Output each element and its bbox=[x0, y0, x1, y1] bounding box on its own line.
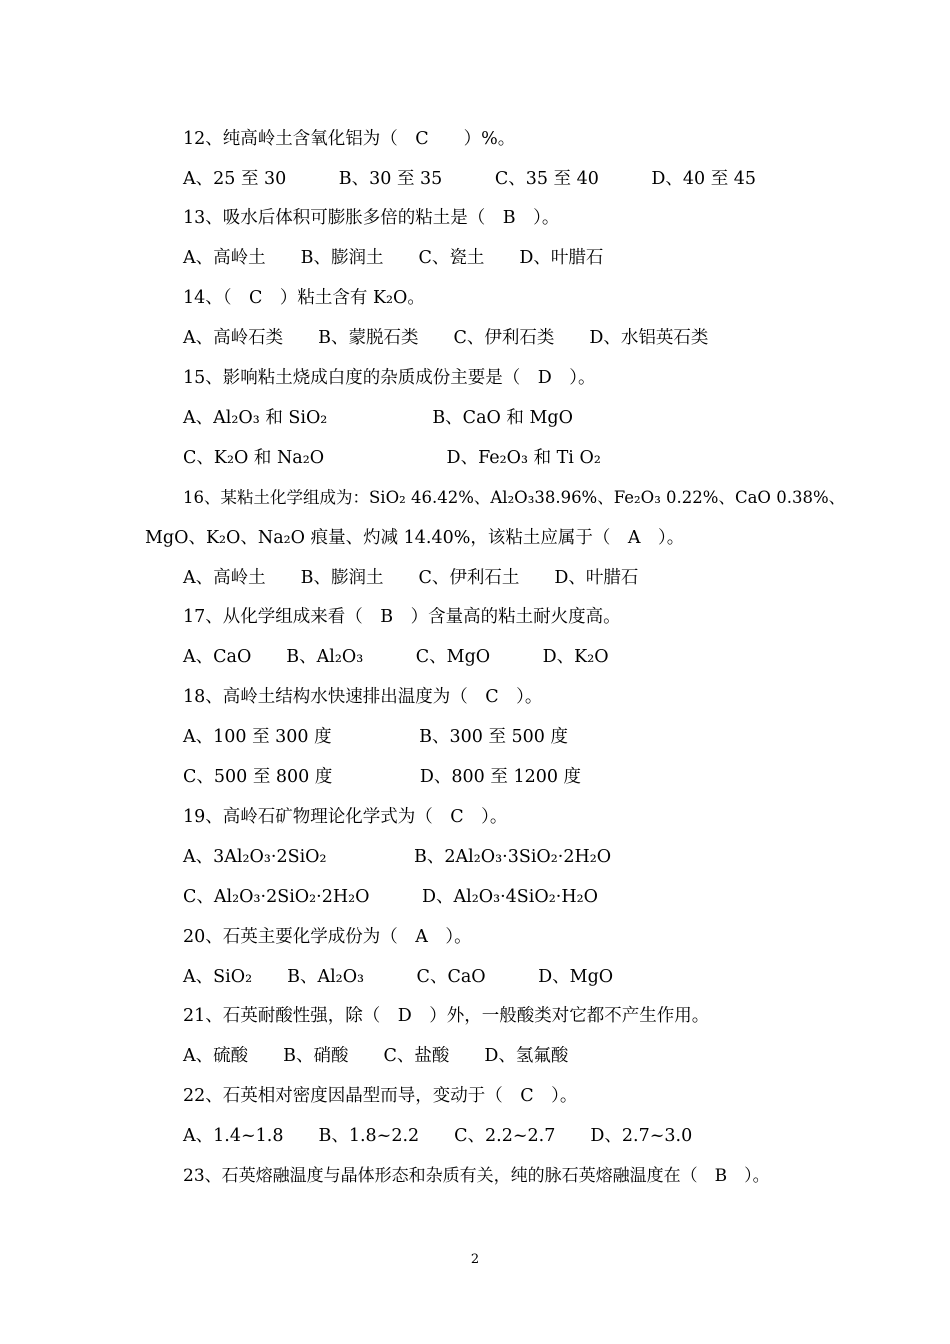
options-20: A、SiO₂ B、Al₂O₃ C、CaO D、MgO bbox=[183, 967, 614, 987]
question-13: 13、吸水后体积可膨胀多倍的粘土是（ B ）。 bbox=[183, 208, 560, 228]
question-18: 18、高岭土结构水快速排出温度为（ C ）。 bbox=[183, 687, 543, 707]
options-15-cd: C、K₂O 和 Na₂O D、Fe₂O₃ 和 Ti O₂ bbox=[183, 448, 601, 468]
options-12: A、25 至 30 B、30 至 35 C、35 至 40 D、40 至 45 bbox=[183, 169, 757, 189]
question-14: 14、（ C ）粘土含有 K₂O。 bbox=[183, 288, 425, 308]
options-17: A、CaO B、Al₂O₃ C、MgO D、K₂O bbox=[183, 647, 609, 667]
options-19-cd: C、Al₂O₃·2SiO₂·2H₂O D、Al₂O₃·4SiO₂·H₂O bbox=[183, 887, 598, 907]
options-21: A、硫酸 B、硝酸 C、盐酸 D、氢氟酸 bbox=[183, 1046, 569, 1066]
question-16-line-1: 16、某粘土化学组成为：SiO₂ 46.42%、Al₂O₃38.96%、Fe₂O₃ 0.22%、CaO 0.38%、 bbox=[183, 488, 846, 507]
question-12: 12、纯高岭土含氧化铝为（ C ）%。 bbox=[183, 129, 516, 149]
options-16: A、高岭土 B、膨润土 C、伊利石土 D、叶腊石 bbox=[183, 568, 639, 588]
options-19-ab: A、3Al₂O₃·2SiO₂ B、2Al₂O₃·3SiO₂·2H₂O bbox=[183, 847, 612, 867]
question-23: 23、石英熔融温度与晶体形态和杂质有关，纯的脉石英熔融温度在（ B ）。 bbox=[183, 1166, 770, 1186]
question-16-line-2: MgO、K₂O、Na₂O 痕量、灼减 14.40%，该粘土应属于（ A ）。 bbox=[145, 528, 685, 548]
options-22: A、1.4~1.8 B、1.8~2.2 C、2.2~2.7 D、2.7~3.0 bbox=[183, 1126, 693, 1146]
page-number: 2 bbox=[470, 1252, 480, 1267]
options-13: A、高岭土 B、膨润土 C、瓷土 D、叶腊石 bbox=[183, 248, 604, 268]
options-15-ab: A、Al₂O₃ 和 SiO₂ B、CaO 和 MgO bbox=[183, 408, 573, 428]
question-22: 22、石英相对密度因晶型而导，变动于（ C ）。 bbox=[183, 1086, 578, 1106]
options-18-cd: C、500 至 800 度 D、800 至 1200 度 bbox=[183, 767, 582, 787]
question-15: 15、影响粘土烧成白度的杂质成份主要是（ D ）。 bbox=[183, 368, 596, 388]
question-19: 19、高岭石矿物理论化学式为（ C ）。 bbox=[183, 807, 508, 827]
options-18-ab: A、100 至 300 度 B、300 至 500 度 bbox=[183, 727, 568, 747]
question-20: 20、石英主要化学成份为（ A ）。 bbox=[183, 927, 472, 947]
question-17: 17、从化学组成来看（ B ）含量高的粘土耐火度高。 bbox=[183, 607, 621, 627]
options-14: A、高岭石类 B、蒙脱石类 C、伊利石类 D、水铝英石类 bbox=[183, 328, 709, 348]
question-21: 21、石英耐酸性强，除（ D ）外，一般酸类对它都不产生作用。 bbox=[183, 1006, 710, 1026]
